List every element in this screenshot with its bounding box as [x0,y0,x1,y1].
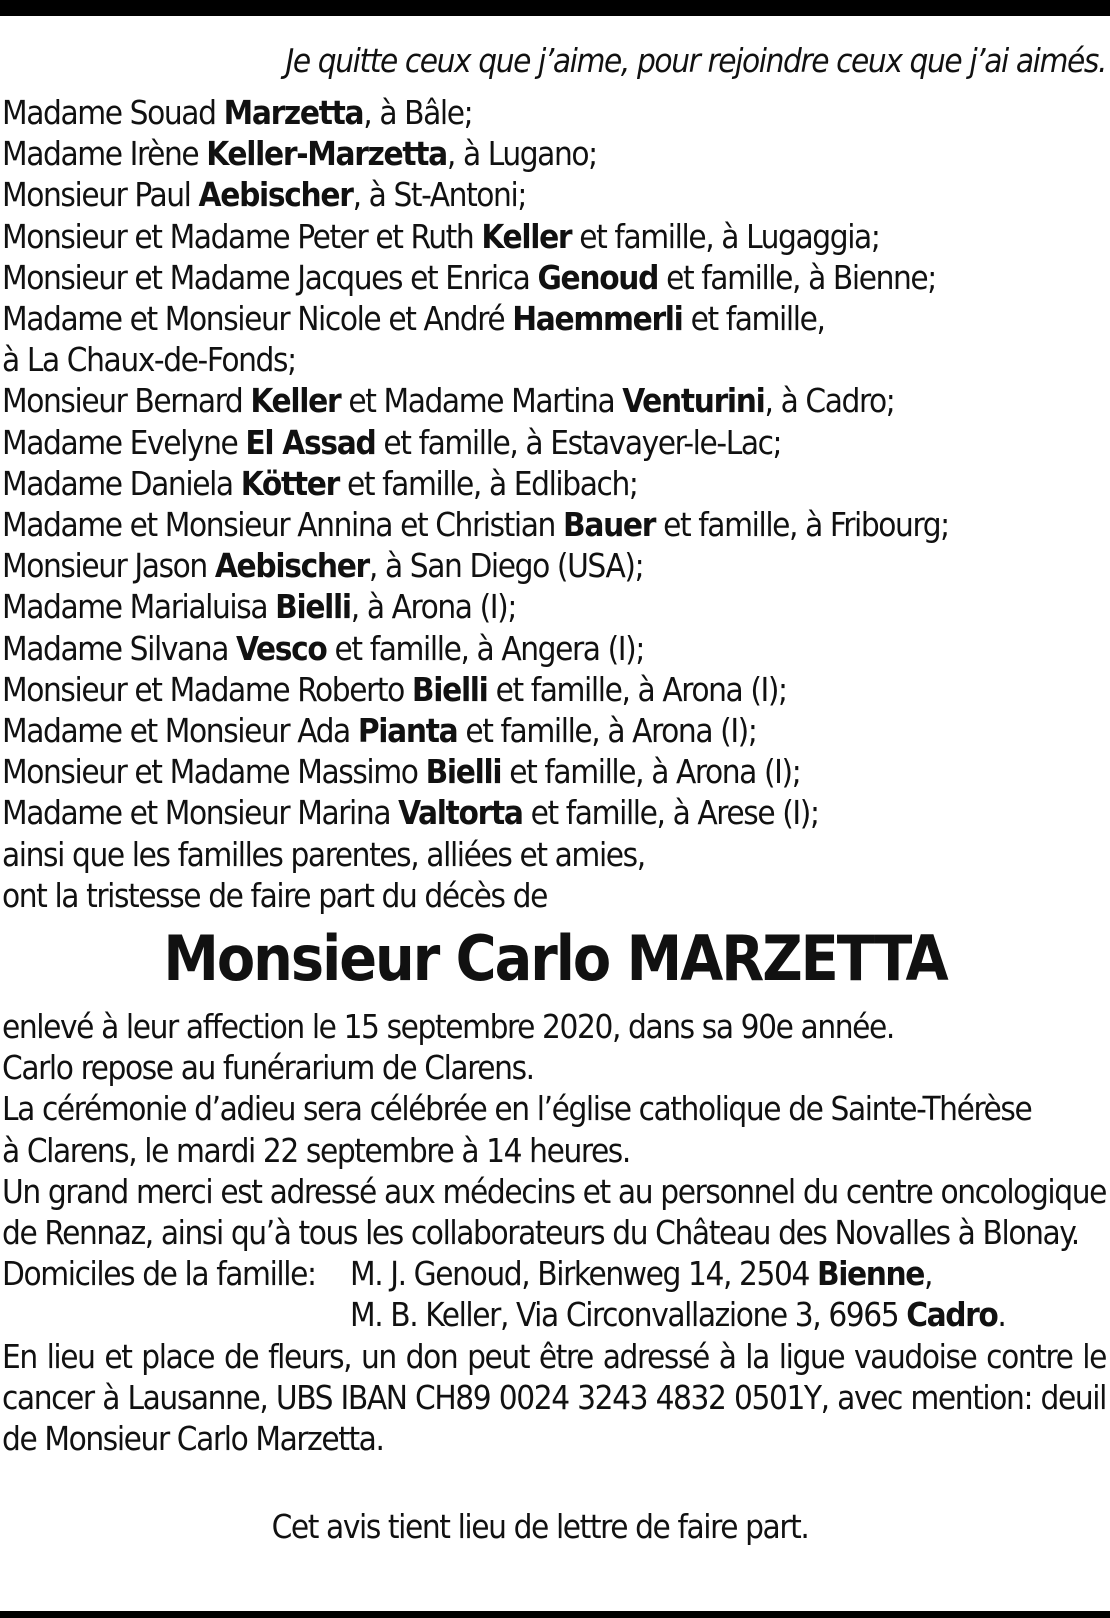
motto-quote: Je quitte ceux que j’aime, pour rejoindre ceux que j’ai aimés. [285,41,1106,80]
address-indent [2,1294,350,1335]
mourner-line [2,216,1110,257]
mourner-surname: Vesco [236,628,327,668]
mourner-line [2,422,1110,463]
mourner-text: et famille, à Arona (I); [487,669,787,709]
mourner-surname: Bielli [275,587,351,627]
mourner-surname: Valtorta [398,793,523,833]
mourner-text: et Madame Martina [340,381,623,421]
mourner-text: , à St-Antoni; [352,175,526,215]
domiciles-label: Domiciles de la famille: [2,1254,316,1294]
mourner-line [2,628,1110,669]
mourner-text: Monsieur et Madame Jacques et Enrica [2,257,538,297]
bottom-rule [0,1611,1110,1618]
mourner-surname: Pianta [357,711,458,751]
mourner-line [2,174,1110,215]
mourner-text: et famille, à Lugaggia; [571,216,880,256]
mourner-text: Madame Marialuisa [2,587,276,627]
mourner-line [2,792,1110,833]
mourner-surname: Bielli [411,669,488,709]
mourner-surname: Bauer [563,505,656,545]
address-1-punct: , [923,1254,933,1294]
mourner-surname: Kötter [240,463,339,503]
mourner-line [2,710,1110,751]
mourner-line [2,834,1110,875]
address-row-1 [2,1253,1106,1294]
mourner-surname: Genoud [537,257,659,297]
mourner-line [2,298,1110,339]
mourner-text: Madame Evelyne [2,422,246,462]
notice-details [2,1006,1106,1459]
mourner-text: Madame Souad [2,93,224,132]
mourner-surname: Keller [250,381,341,421]
mourner-surname: Aebischer [198,175,353,215]
mourner-text: , à Bâle; [363,93,473,132]
mourner-line [2,463,1110,504]
mourner-text: et famille, à Arese (I); [522,793,819,833]
top-rule [0,0,1110,16]
address-1 [350,1253,932,1294]
mourner-line [2,92,1110,133]
mourner-line [2,133,1110,174]
mourner-line [2,380,1110,421]
mourner-text: et famille, [682,299,825,339]
ceremony-line: La cérémonie d’adieu sera célébrée en l’église catholique de Sainte-Thérèse [2,1089,1032,1129]
mourners-list [2,92,1110,916]
mourner-line [2,257,1110,298]
mourner-surname: Venturini [622,381,765,421]
mourner-text: Madame Silvana [2,628,237,668]
mourner-surname: El Assad [245,422,376,462]
mourner-text: , à Lugano; [446,134,597,174]
address-2-street: M. B. Keller, Via Circonvallazione 3, 6965 [350,1295,907,1335]
death-date-line: enlevé à leur affection le 15 septembre 2020, dans sa 90e année. [2,1007,894,1046]
mourner-line [2,875,1110,916]
mourner-text: et famille, à Angera (I); [326,628,644,668]
mourner-text: Monsieur et Madame Roberto [2,669,412,709]
mourner-text: , à San Diego (USA); [368,546,644,586]
address-2-city: Cadro [906,1295,998,1335]
mourner-surname: Haemmerli [512,299,683,339]
mourner-text: et famille, à Arona (I); [501,752,801,792]
mourner-line [2,669,1110,710]
mourner-text: et famille, à Bienne; [658,257,936,297]
mourner-text: et famille, à Estavayer-le-Lac; [375,422,782,462]
mourner-text: et famille, à Fribourg; [655,505,949,545]
address-1-street: M. J. Genoud, Birkenweg 14, 2504 [350,1254,818,1294]
mourner-text: Monsieur et Madame Peter et Ruth [2,216,482,256]
address-2-punct: . [997,1295,1006,1335]
ceremony-time-line: à Clarens, le mardi 22 septembre à 14 heures. [2,1130,630,1170]
address-2 [350,1294,1005,1335]
footer-note: Cet avis tient lieu de lettre de faire part. [271,1507,809,1546]
address-1-city: Bienne [817,1254,924,1294]
mourner-line [2,339,1110,380]
mourner-text: Madame et Monsieur Marina [2,793,399,833]
mourner-text: Madame et Monsieur Nicole et André [2,299,513,339]
mourner-text: Monsieur Paul [2,175,199,215]
mourner-text: et famille, à Arona (I); [457,711,757,751]
mourner-text: ainsi que les familles parentes, alliées et amies, [2,834,645,874]
mourner-line [2,586,1110,627]
donation-paragraph: En lieu et place de fleurs, un don peut être adressé à la ligue vaudoise contre le cancer à Lausanne, UBS IBAN CH89 0024 3243 4832 0501Y, avec mention: deuil de Monsieur Carlo Marzetta. [2,1336,1106,1459]
mourner-text: Monsieur Jason [2,546,215,586]
mourner-surname: Keller-Marzetta [206,134,447,174]
thanks-paragraph: Un grand merci est adressé aux médecins et au personnel du centre oncologique de Rennaz, ainsi qu’à tous les collaborateurs du Château des Novalles à Blonay. [2,1171,1106,1253]
mourner-line [2,751,1110,792]
mourner-line [2,504,1110,545]
mourner-surname: Aebischer [214,546,369,586]
mourner-surname: Bielli [425,752,502,792]
address-row-2 [2,1294,1106,1335]
mourner-text: Madame et Monsieur Annina et Christian [2,505,564,545]
mourner-text: à La Chaux-de-Fonds; [2,340,296,380]
mourner-text: Madame Irène [2,134,207,174]
resting-place-line: Carlo repose au funérarium de Clarens. [2,1048,534,1088]
mourner-text: , à Arona (I); [350,587,516,627]
mourner-text: ont la tristesse de faire part du décès de [2,875,547,915]
mourner-text: et famille, à Edlibach; [338,463,638,503]
mourner-text: , à Cadro; [764,381,895,421]
mourner-line [2,545,1110,586]
mourner-text: Madame Daniela [2,463,241,503]
deceased-name: Monsieur Carlo MARZETTA [163,922,947,995]
mourner-text: Monsieur et Madame Massimo [2,752,426,792]
mourner-text: Madame et Monsieur Ada [2,711,358,751]
mourner-surname: Keller [481,216,572,256]
mourner-surname: Marzetta [223,93,364,132]
mourner-text: Monsieur Bernard [2,381,251,421]
